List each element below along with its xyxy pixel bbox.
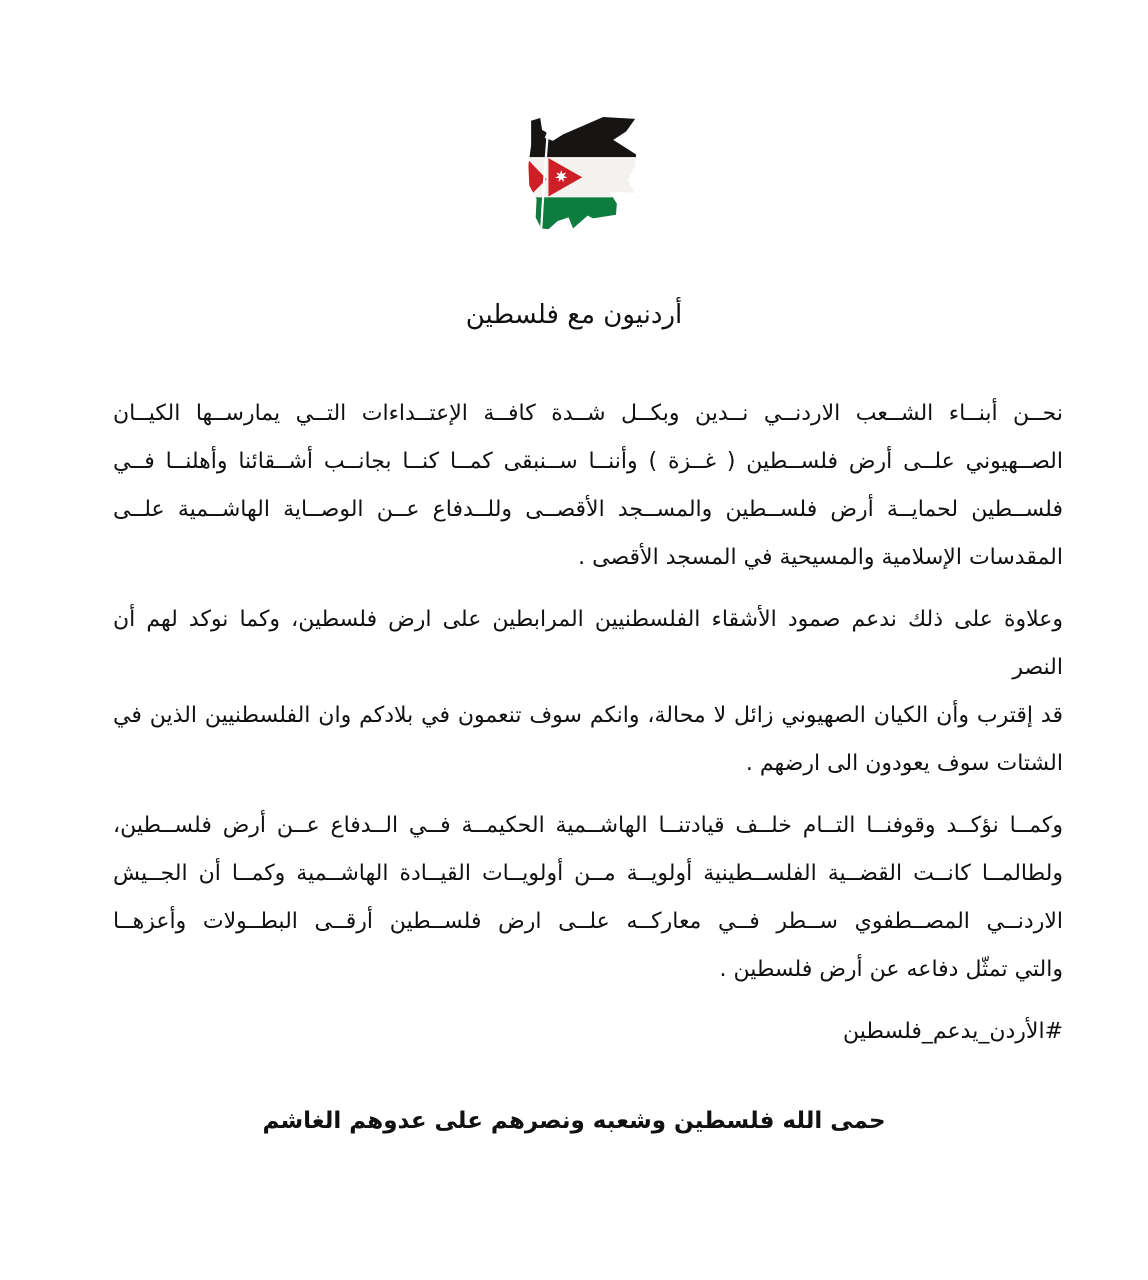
text-line: الشتات سوف يعودون الى ارضهم . [745,751,1063,776]
text-line: ولطالمــا كانــت القضــية الفلســطينية أولويــة مــن أولويــات القيــادة الهاشــمية وكمــا أن الجــيش [113,861,1063,886]
document-body [113,390,1063,1056]
text-line: المقدسات الإسلامية والمسيحية في المسجد الأقصى . [578,545,1063,570]
text-line: الصــهيوني علــى أرض فلســطين ( غــزة ) وأننــا ســنبقى كمــا كنــا بجانــب أشــقائنا وأهلنــا فــي [113,449,1063,474]
text-line: وكمــا نؤكــد وقوفنــا التــام خلــف قيادتنــا الهاشــمية الحكيمــة فــي الــدفاع عــن أرض فلســطين، [113,813,1063,838]
footer-blessing: حمى الله فلسطين وشعبه ونصرهم على عدوهم الغاشم [262,1108,886,1134]
paragraph-3 [113,802,1063,994]
paragraph-1 [113,390,1063,582]
text-line: وعلاوة على ذلك ندعم صمود الأشقاء الفلسطنيين المرابطين على ارض فلسطين، وكما نوكد لهم أن النصر [113,607,1063,680]
text-line: والتي تمثّل دفاعه عن أرض فلسطين . [719,957,1063,982]
flag-map-svg [501,108,647,242]
text-line: الاردنــي المصــطفوي ســطر فــي معاركــه علــى ارض فلســطين أرقــى البطــولات وأعزهــا [113,909,1063,934]
flag-black-stripe [501,109,647,157]
text-line: فلســطين لحمايــة أرض فلســطين والمســجد الأقصــى وللــدفاع عــن الوصــاية الهاشــمية علــى [113,497,1063,522]
paragraph-2 [113,596,1063,788]
text-line: قد إقترب وأن الكيان الصهيوني زائل لا محالة، وانكم سوف تنعمون في بلادكم وان الفلسطنيين الذين في [113,703,1063,728]
hashtag-line: #الأردن_يدعم_فلسطين [843,1019,1063,1044]
flag-green-stripe [501,197,647,241]
jordan-palestine-flag-map-logo [0,0,1148,242]
text-line: نحــن أبنــاء الشــعب الاردنــي نــدين وبكــل شــدة كافــة الإعتــداءات التــي يمارســها الكيــان [113,401,1063,426]
document-title: أردنيون مع فلسطين [465,300,683,330]
